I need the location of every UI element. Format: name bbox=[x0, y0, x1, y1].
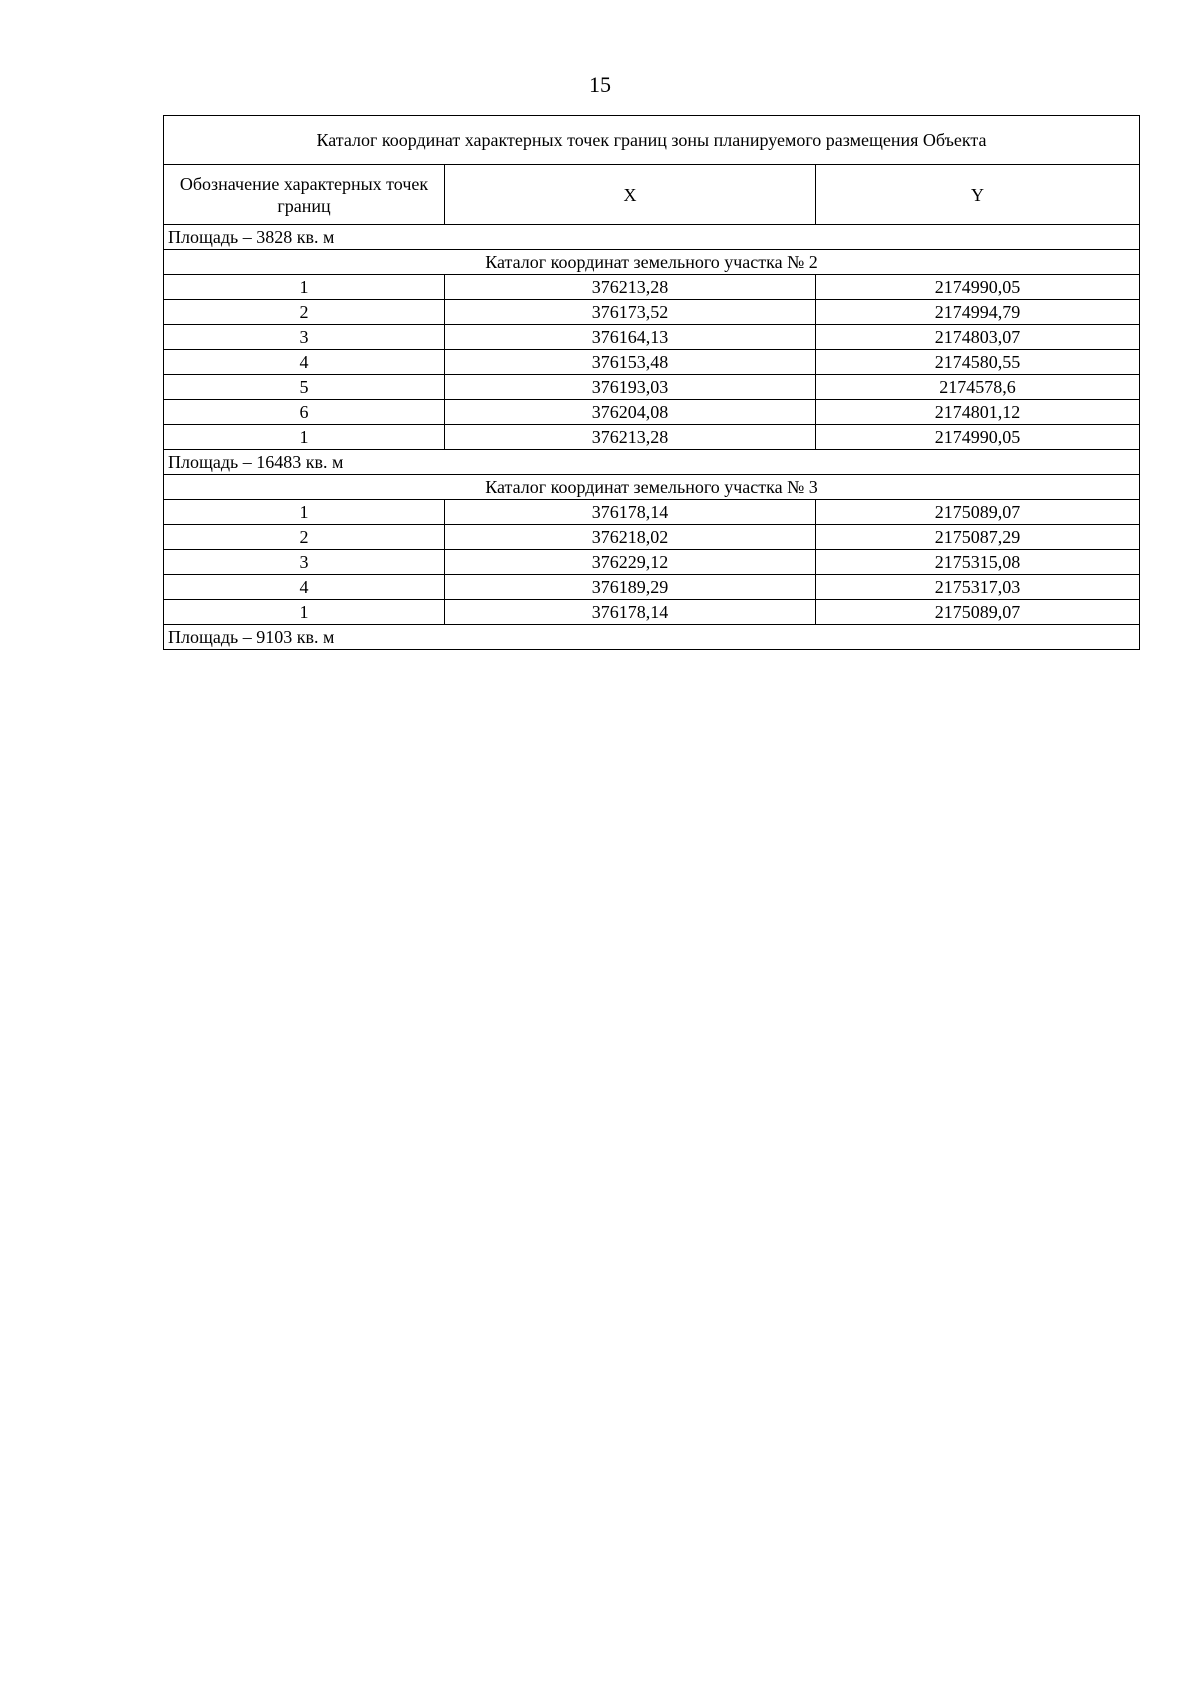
table-row bbox=[164, 350, 1140, 375]
point-cell: 1 bbox=[164, 600, 445, 625]
point-cell: 3 bbox=[164, 325, 445, 350]
area-label: Площадь – 3828 кв. м bbox=[164, 225, 1140, 250]
y-cell: 2175315,08 bbox=[816, 550, 1140, 575]
x-cell: 376213,28 bbox=[445, 275, 816, 300]
point-cell: 5 bbox=[164, 375, 445, 400]
table-row bbox=[164, 550, 1140, 575]
point-cell: 4 bbox=[164, 350, 445, 375]
table-row bbox=[164, 575, 1140, 600]
table-header-row bbox=[164, 165, 1140, 225]
section-title-row bbox=[164, 475, 1140, 500]
table-row bbox=[164, 325, 1140, 350]
y-cell: 2174580,55 bbox=[816, 350, 1140, 375]
section-title-row bbox=[164, 250, 1140, 275]
point-cell: 2 bbox=[164, 525, 445, 550]
x-cell: 376164,13 bbox=[445, 325, 816, 350]
point-cell: 1 bbox=[164, 275, 445, 300]
x-cell: 376178,14 bbox=[445, 600, 816, 625]
table-title-row bbox=[164, 116, 1140, 165]
header-x: X bbox=[445, 165, 816, 225]
point-cell: 1 bbox=[164, 500, 445, 525]
x-cell: 376204,08 bbox=[445, 400, 816, 425]
area-label: Площадь – 16483 кв. м bbox=[164, 450, 1140, 475]
area-row bbox=[164, 625, 1140, 650]
table-row bbox=[164, 275, 1140, 300]
y-cell: 2175087,29 bbox=[816, 525, 1140, 550]
x-cell: 376153,48 bbox=[445, 350, 816, 375]
section-title: Каталог координат земельного участка № 3 bbox=[164, 475, 1140, 500]
y-cell: 2175089,07 bbox=[816, 600, 1140, 625]
page-number: 15 bbox=[589, 72, 611, 97]
x-cell: 376189,29 bbox=[445, 575, 816, 600]
x-cell: 376173,52 bbox=[445, 300, 816, 325]
table-row bbox=[164, 400, 1140, 425]
table-row bbox=[164, 300, 1140, 325]
x-cell: 376178,14 bbox=[445, 500, 816, 525]
y-cell: 2174990,05 bbox=[816, 425, 1140, 450]
y-cell: 2175089,07 bbox=[816, 500, 1140, 525]
point-cell: 2 bbox=[164, 300, 445, 325]
point-cell: 4 bbox=[164, 575, 445, 600]
y-cell: 2175317,03 bbox=[816, 575, 1140, 600]
table-row bbox=[164, 500, 1140, 525]
area-row bbox=[164, 225, 1140, 250]
point-cell: 1 bbox=[164, 425, 445, 450]
x-cell: 376213,28 bbox=[445, 425, 816, 450]
y-cell: 2174990,05 bbox=[816, 275, 1140, 300]
y-cell: 2174578,6 bbox=[816, 375, 1140, 400]
table-title: Каталог координат характерных точек границ зоны планируемого размещения Объекта bbox=[164, 116, 1140, 165]
area-label: Площадь – 9103 кв. м bbox=[164, 625, 1140, 650]
table-row bbox=[164, 525, 1140, 550]
x-cell: 376218,02 bbox=[445, 525, 816, 550]
coordinates-catalog-table bbox=[163, 115, 1140, 650]
point-cell: 6 bbox=[164, 400, 445, 425]
table-row bbox=[164, 425, 1140, 450]
table-row bbox=[164, 375, 1140, 400]
y-cell: 2174994,79 bbox=[816, 300, 1140, 325]
header-y: Y bbox=[816, 165, 1140, 225]
header-point: Обозначение характерных точек границ bbox=[164, 165, 445, 225]
x-cell: 376193,03 bbox=[445, 375, 816, 400]
y-cell: 2174803,07 bbox=[816, 325, 1140, 350]
area-row bbox=[164, 450, 1140, 475]
point-cell: 3 bbox=[164, 550, 445, 575]
x-cell: 376229,12 bbox=[445, 550, 816, 575]
section-title: Каталог координат земельного участка № 2 bbox=[164, 250, 1140, 275]
y-cell: 2174801,12 bbox=[816, 400, 1140, 425]
table-row bbox=[164, 600, 1140, 625]
